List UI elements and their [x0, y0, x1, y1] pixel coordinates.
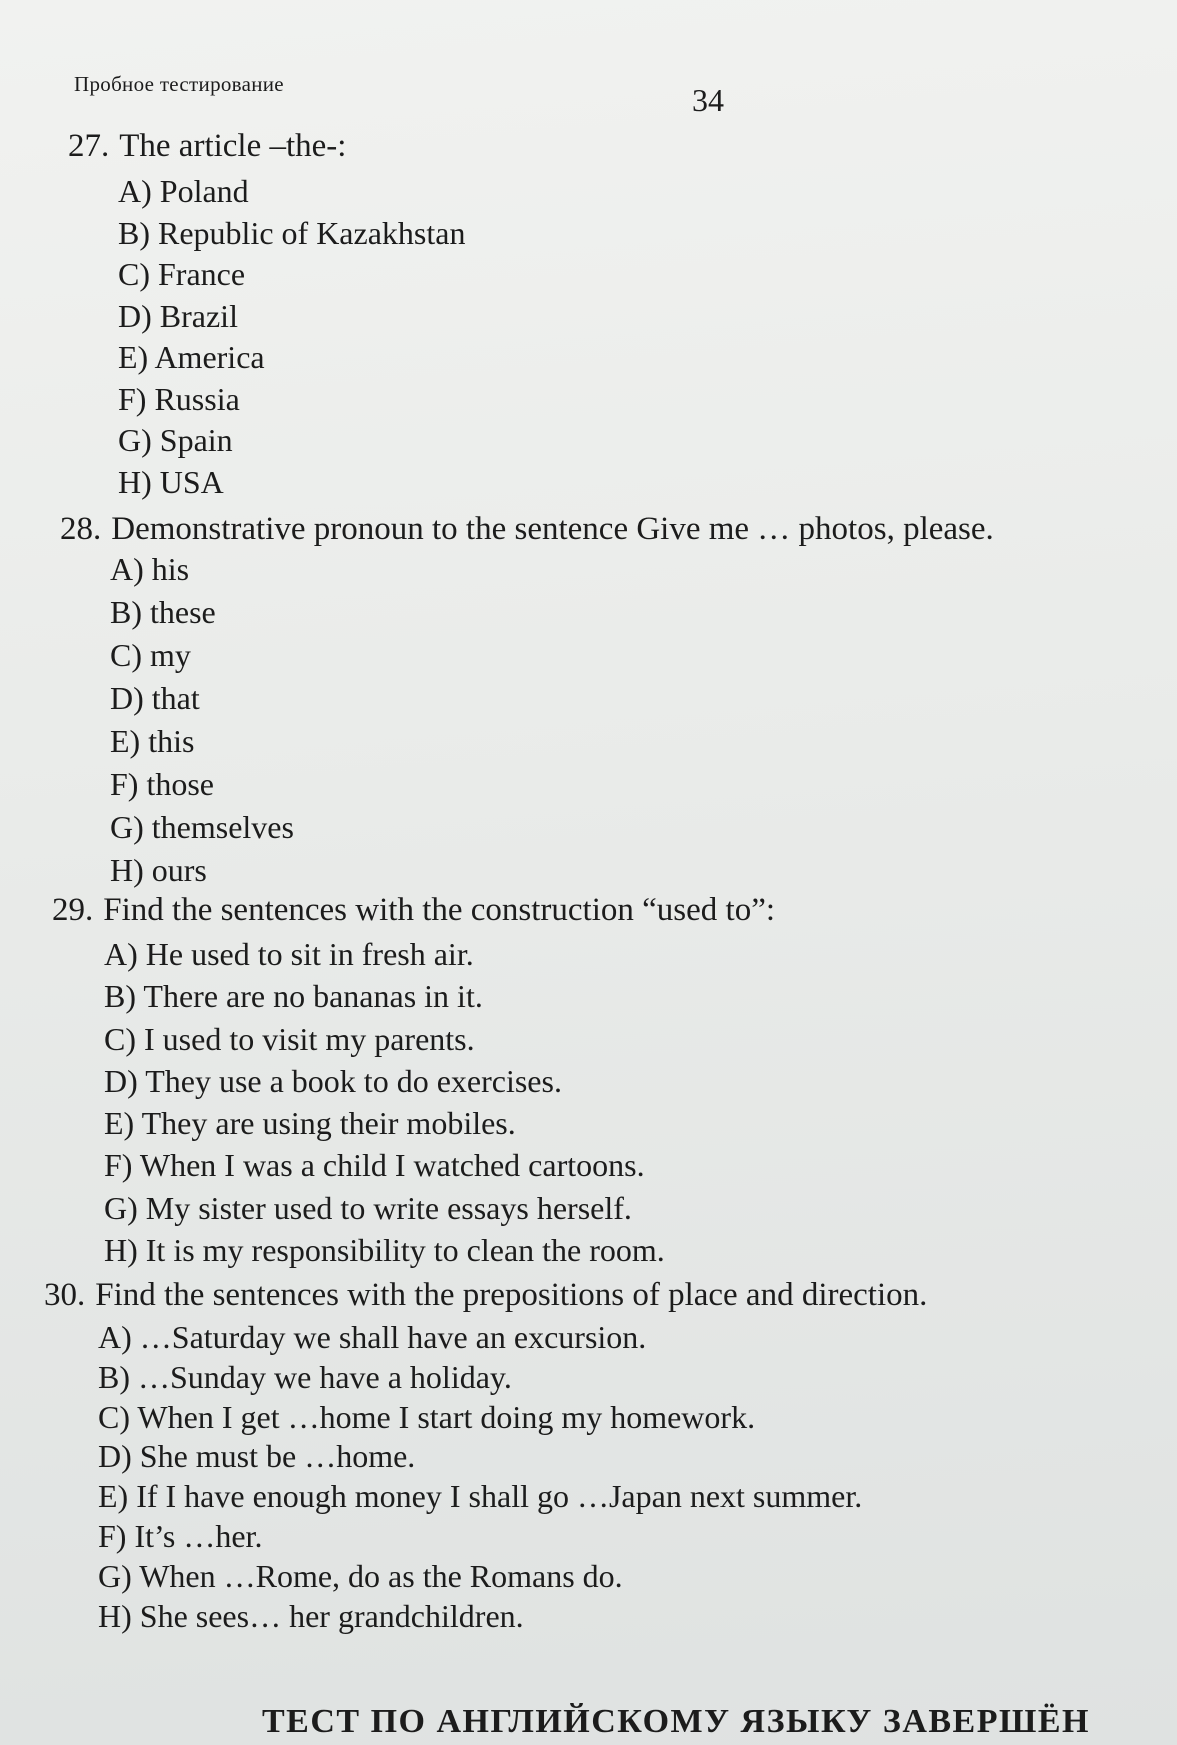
option-item: A) He used to sit in fresh air.: [104, 936, 474, 972]
option-item: G) When …Rome, do as the Romans do.: [98, 1557, 623, 1594]
option-item: H) USA: [118, 463, 224, 500]
option-item: E) If I have enough money I shall go …Japan next summer.: [98, 1478, 863, 1515]
question-prompt: Demonstrative pronoun to the sentence Give me … photos, please.: [111, 511, 994, 547]
header-title: Пробное тестирование: [74, 72, 284, 96]
option-item: F) It’s …her.: [98, 1517, 263, 1554]
option-item: B) There are no bananas in it.: [104, 978, 483, 1015]
question-prompt: Find the sentences with the construction “used to”:: [103, 892, 776, 928]
question-prompt: The article –the-:: [119, 128, 347, 164]
question-number: 28.: [60, 511, 102, 547]
question-29-text: [52, 892, 775, 929]
option-item: H) ours: [110, 852, 207, 888]
option-item: C) When I get …home I start doing my homework.: [98, 1398, 756, 1435]
question-number: 27.: [68, 128, 110, 164]
question-number: 30.: [44, 1277, 86, 1313]
question-28-options: [110, 548, 294, 892]
option-item: G) My sister used to write essays herself.: [104, 1189, 632, 1226]
option-item: A) Poland: [118, 173, 249, 209]
option-item: F) those: [110, 766, 214, 802]
option-item: G) Spain: [118, 422, 233, 458]
question-30-options: [98, 1318, 862, 1636]
option-item: H) It is my responsibility to clean the room.: [104, 1232, 665, 1269]
question-prompt: Find the sentences with the prepositions of place and direction.: [95, 1277, 928, 1313]
option-item: H) She sees… her grandchildren.: [98, 1597, 524, 1634]
option-item: A) his: [110, 551, 190, 587]
option-item: E) America: [118, 339, 265, 375]
option-item: D) that: [110, 680, 200, 716]
option-item: D) She must be …home.: [98, 1438, 416, 1475]
question-28-text: [60, 511, 994, 548]
option-item: B) …Sunday we have a holiday.: [98, 1358, 512, 1395]
question-27-text: [68, 128, 346, 165]
option-item: G) themselves: [110, 809, 294, 845]
option-item: C) my: [110, 637, 191, 673]
option-item: D) They use a book to do exercises.: [104, 1062, 562, 1099]
page-number: 34: [692, 82, 724, 118]
question-29-options: [104, 933, 665, 1271]
question-27-options: [118, 171, 465, 503]
test-complete-footer: ТЕСТ ПО АНГЛИЙСКОМУ ЯЗЫКУ ЗАВЕРШЁН: [262, 1703, 1090, 1740]
option-item: E) They are using their mobiles.: [104, 1105, 516, 1142]
option-item: B) Republic of Kazakhstan: [118, 214, 466, 251]
option-item: C) France: [118, 256, 246, 292]
option-item: A) …Saturday we shall have an excursion.: [98, 1319, 647, 1355]
option-item: F) When I was a child I watched cartoons.: [104, 1147, 645, 1184]
option-item: F) Russia: [118, 380, 240, 417]
option-item: D) Brazil: [118, 297, 238, 334]
option-item: E) this: [110, 723, 195, 759]
option-item: C) I used to visit my parents.: [104, 1020, 475, 1057]
option-item: B) these: [110, 594, 216, 630]
question-number: 29.: [52, 892, 94, 928]
question-30-text: [44, 1277, 927, 1314]
